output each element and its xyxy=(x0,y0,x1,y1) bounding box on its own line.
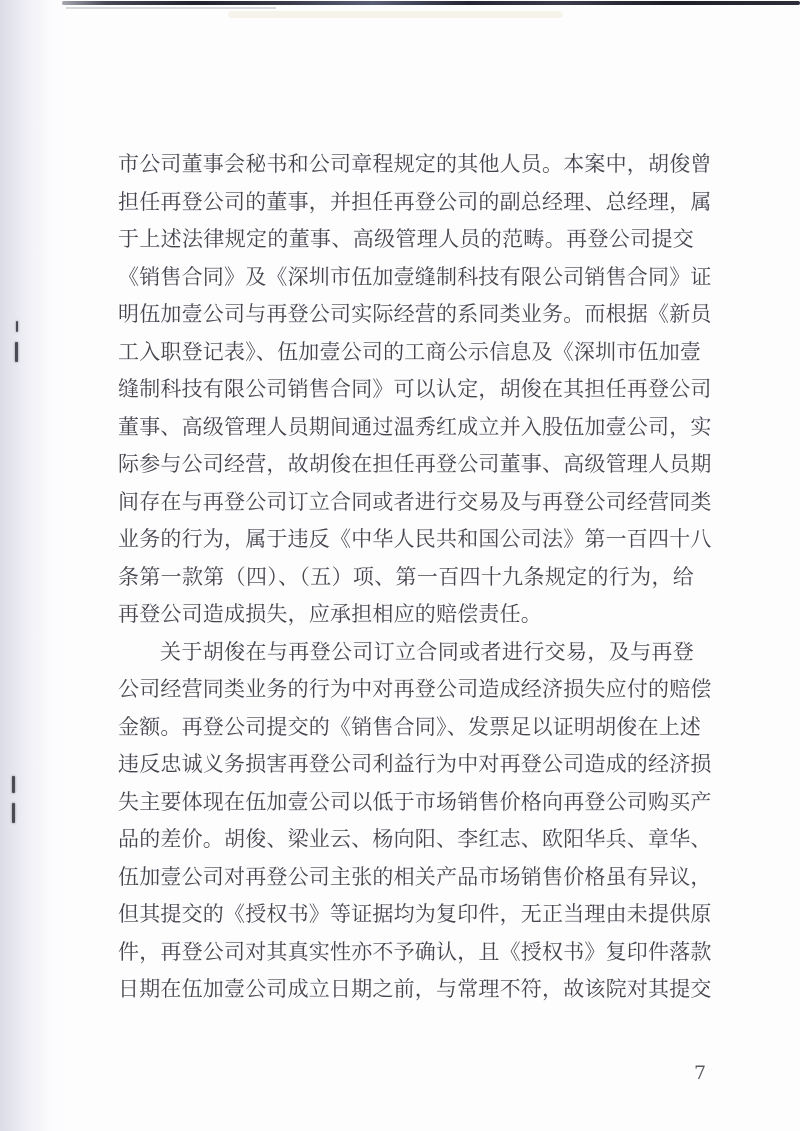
text-line: 失主要体现在伍加壹公司以低于市场销售价格向再登公司购买产 xyxy=(118,789,712,814)
top-beige-streak xyxy=(228,11,563,18)
text-line: 再登公司造成损失，应承担相应的赔偿责任。 xyxy=(118,602,542,626)
top-scan-line xyxy=(62,1,800,5)
text-line: 工入职登记表》、伍加壹公司的工商公示信息及《深圳市伍加壹 xyxy=(118,339,702,364)
text-line: 明伍加壹公司与再登公司实际经营的系同类业务。而根据《新员 xyxy=(118,302,712,326)
text-line: 金额。再登公司提交的《销售合同》、发票足以证明胡俊在上述 xyxy=(118,714,702,739)
text-line: 际参与公司经营，故胡俊在担任再登公司董事、高级管理人员期 xyxy=(118,452,712,476)
page-number: 7 xyxy=(694,1062,707,1084)
binding-mark xyxy=(15,342,18,362)
text-line: 缝制科技有限公司销售合同》可以认定，胡俊在其担任再登公司 xyxy=(118,377,712,401)
top-scan-line-faint xyxy=(66,7,276,9)
text-line: 业务的行为，属于违反《中华人民共和国公司法》第一百四十八 xyxy=(118,527,712,551)
text-line paragraph-start: 关于胡俊在与再登公司订立合同或者进行交易，及与再登 xyxy=(160,639,694,664)
text-line: 董事、高级管理人员期间通过温秀红成立并入股伍加壹公司，实 xyxy=(118,414,712,439)
left-edge-scan-shadow xyxy=(0,0,78,1131)
binding-mark xyxy=(16,321,18,332)
binding-mark xyxy=(12,803,15,823)
text-line: 日期在伍加壹公司成立日期之前，与常理不符，故该院对其提交 xyxy=(118,977,712,1001)
text-line: 但其提交的《授权书》等证据均为复印件，无正当理由未提供原 xyxy=(118,902,712,926)
text-line: 市公司董事会秘书和公司章程规定的其他人员。本案中，胡俊曾 xyxy=(118,152,712,176)
text-line: 间存在与再登公司订立合同或者进行交易及与再登公司经营同类 xyxy=(118,489,712,514)
body-text xyxy=(118,146,712,1009)
text-line: 违反忠诚义务损害再登公司利益行为中对再登公司造成的经济损 xyxy=(118,752,712,776)
text-line: 伍加壹公司对再登公司主张的相关产品市场销售价格虽有异议， xyxy=(118,864,712,889)
text-line: 于上述法律规定的董事、高级管理人员的范畴。再登公司提交 xyxy=(118,227,694,251)
text-line: 《销售合同》及《深圳市伍加壹缝制科技有限公司销售合同》证 xyxy=(118,264,712,289)
binding-mark xyxy=(12,776,15,793)
text-line: 件，再登公司对其真实性亦不予确认，且《授权书》复印件落款 xyxy=(118,939,712,964)
text-line: 品的差价。胡俊、梁业云、杨向阳、李红志、欧阳华兵、章华、 xyxy=(118,827,712,851)
text-line: 条第一款第（四）、（五）项、第一百四十九条规定的行为，给 xyxy=(118,564,694,589)
text-line: 公司经营同类业务的行为中对再登公司造成经济损失应付的赔偿 xyxy=(118,677,712,701)
text-line: 担任再登公司的董事，并担任再登公司的副总经理、总经理，属 xyxy=(118,189,712,214)
